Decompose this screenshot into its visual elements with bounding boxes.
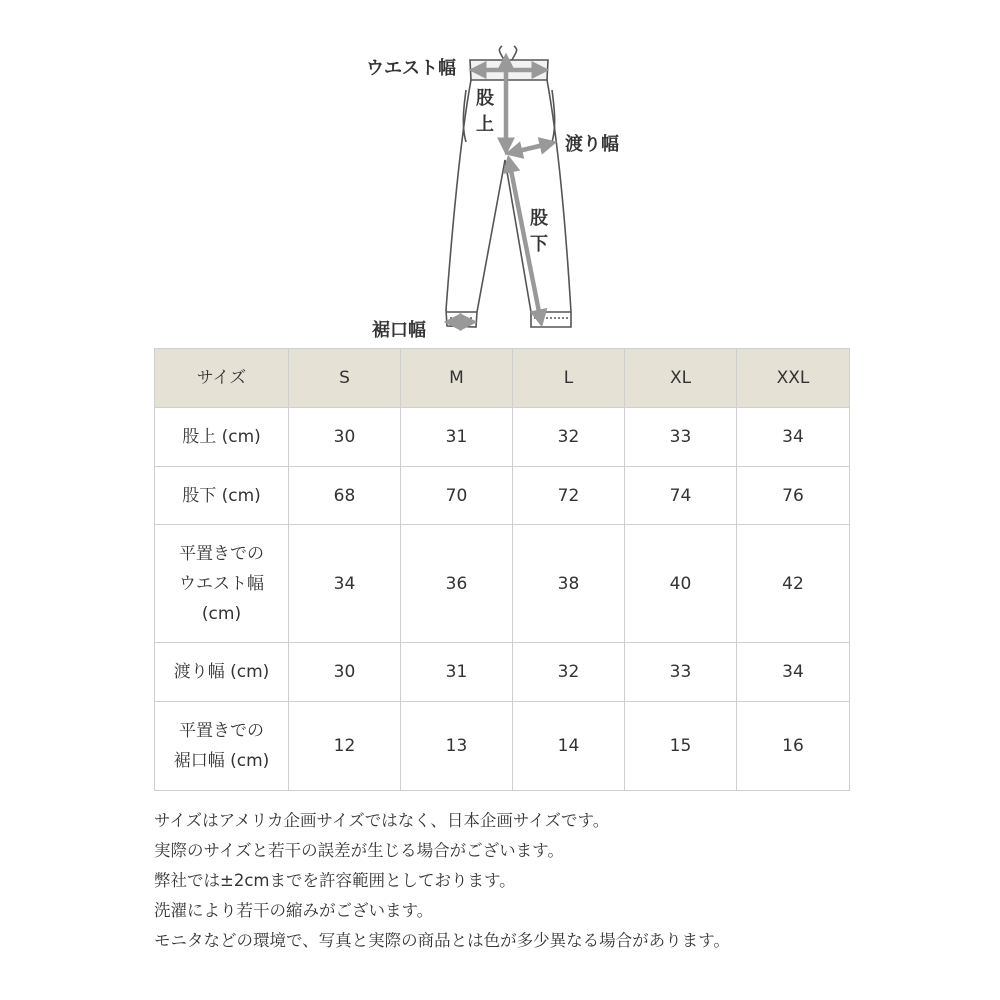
row-label: 股下 (cm) bbox=[155, 467, 289, 525]
thigh-arrow bbox=[510, 143, 552, 153]
rise-label-top: 股 bbox=[476, 88, 494, 109]
table-cell: 34 bbox=[289, 525, 401, 643]
table-cell: 32 bbox=[513, 408, 625, 467]
size-table bbox=[154, 348, 850, 791]
table-cell: 13 bbox=[401, 702, 513, 791]
table-cell: 68 bbox=[289, 467, 401, 525]
note-line: 実際のサイズと若干の誤差が生じる場合がございます。 bbox=[154, 841, 564, 860]
table-cell: 38 bbox=[513, 525, 625, 643]
table-cell: 31 bbox=[401, 408, 513, 467]
size-header-label: サイズ bbox=[155, 349, 289, 408]
rise-label-bottom: 上 bbox=[476, 114, 494, 135]
table-row bbox=[155, 467, 850, 525]
table-cell: 42 bbox=[737, 525, 850, 643]
table-row bbox=[155, 643, 850, 702]
table-cell: 33 bbox=[625, 643, 737, 702]
size-column-header: S bbox=[289, 349, 401, 408]
note-line: サイズはアメリカ企画サイズではなく、日本企画サイズです。 bbox=[154, 811, 610, 830]
thigh-label: 渡り幅 bbox=[565, 134, 619, 155]
table-cell: 34 bbox=[737, 643, 850, 702]
table-cell: 72 bbox=[513, 467, 625, 525]
waist-label: ウエスト幅 bbox=[366, 58, 456, 79]
size-notes bbox=[154, 806, 914, 956]
table-cell: 33 bbox=[625, 408, 737, 467]
table-cell: 34 bbox=[737, 408, 850, 467]
table-row bbox=[155, 408, 850, 467]
size-column-header: XXL bbox=[737, 349, 850, 408]
table-cell: 36 bbox=[401, 525, 513, 643]
row-label: 平置きでの 裾口幅 (cm) bbox=[155, 702, 289, 791]
table-cell: 32 bbox=[513, 643, 625, 702]
table-cell: 16 bbox=[737, 702, 850, 791]
note-line: 弊社では±2cmまでを許容範囲としております。 bbox=[154, 871, 516, 890]
table-header-row bbox=[155, 349, 850, 408]
table-row bbox=[155, 525, 850, 643]
table-row bbox=[155, 702, 850, 791]
size-column-header: M bbox=[401, 349, 513, 408]
size-column-header: L bbox=[513, 349, 625, 408]
inseam-label-top: 股 bbox=[530, 208, 548, 229]
table-cell: 15 bbox=[625, 702, 737, 791]
size-column-header: XL bbox=[625, 349, 737, 408]
table-cell: 76 bbox=[737, 467, 850, 525]
table-cell: 30 bbox=[289, 408, 401, 467]
table-cell: 70 bbox=[401, 467, 513, 525]
row-label: 平置きでの ウエスト幅 (cm) bbox=[155, 525, 289, 643]
row-label: 渡り幅 (cm) bbox=[155, 643, 289, 702]
row-label: 股上 (cm) bbox=[155, 408, 289, 467]
note-line: モニタなどの環境で、写真と実際の商品とは色が多少異なる場合があります。 bbox=[154, 931, 730, 950]
table-cell: 74 bbox=[625, 467, 737, 525]
pants-measurement-diagram bbox=[0, 0, 1000, 345]
table-cell: 40 bbox=[625, 525, 737, 643]
table-cell: 31 bbox=[401, 643, 513, 702]
note-line: 洗濯により若干の縮みがございます。 bbox=[154, 901, 434, 920]
pants-illustration bbox=[446, 46, 571, 327]
table-cell: 14 bbox=[513, 702, 625, 791]
inseam-label-bottom: 下 bbox=[530, 234, 548, 255]
table-cell: 12 bbox=[289, 702, 401, 791]
hem-label: 裾口幅 bbox=[372, 320, 426, 341]
table-cell: 30 bbox=[289, 643, 401, 702]
